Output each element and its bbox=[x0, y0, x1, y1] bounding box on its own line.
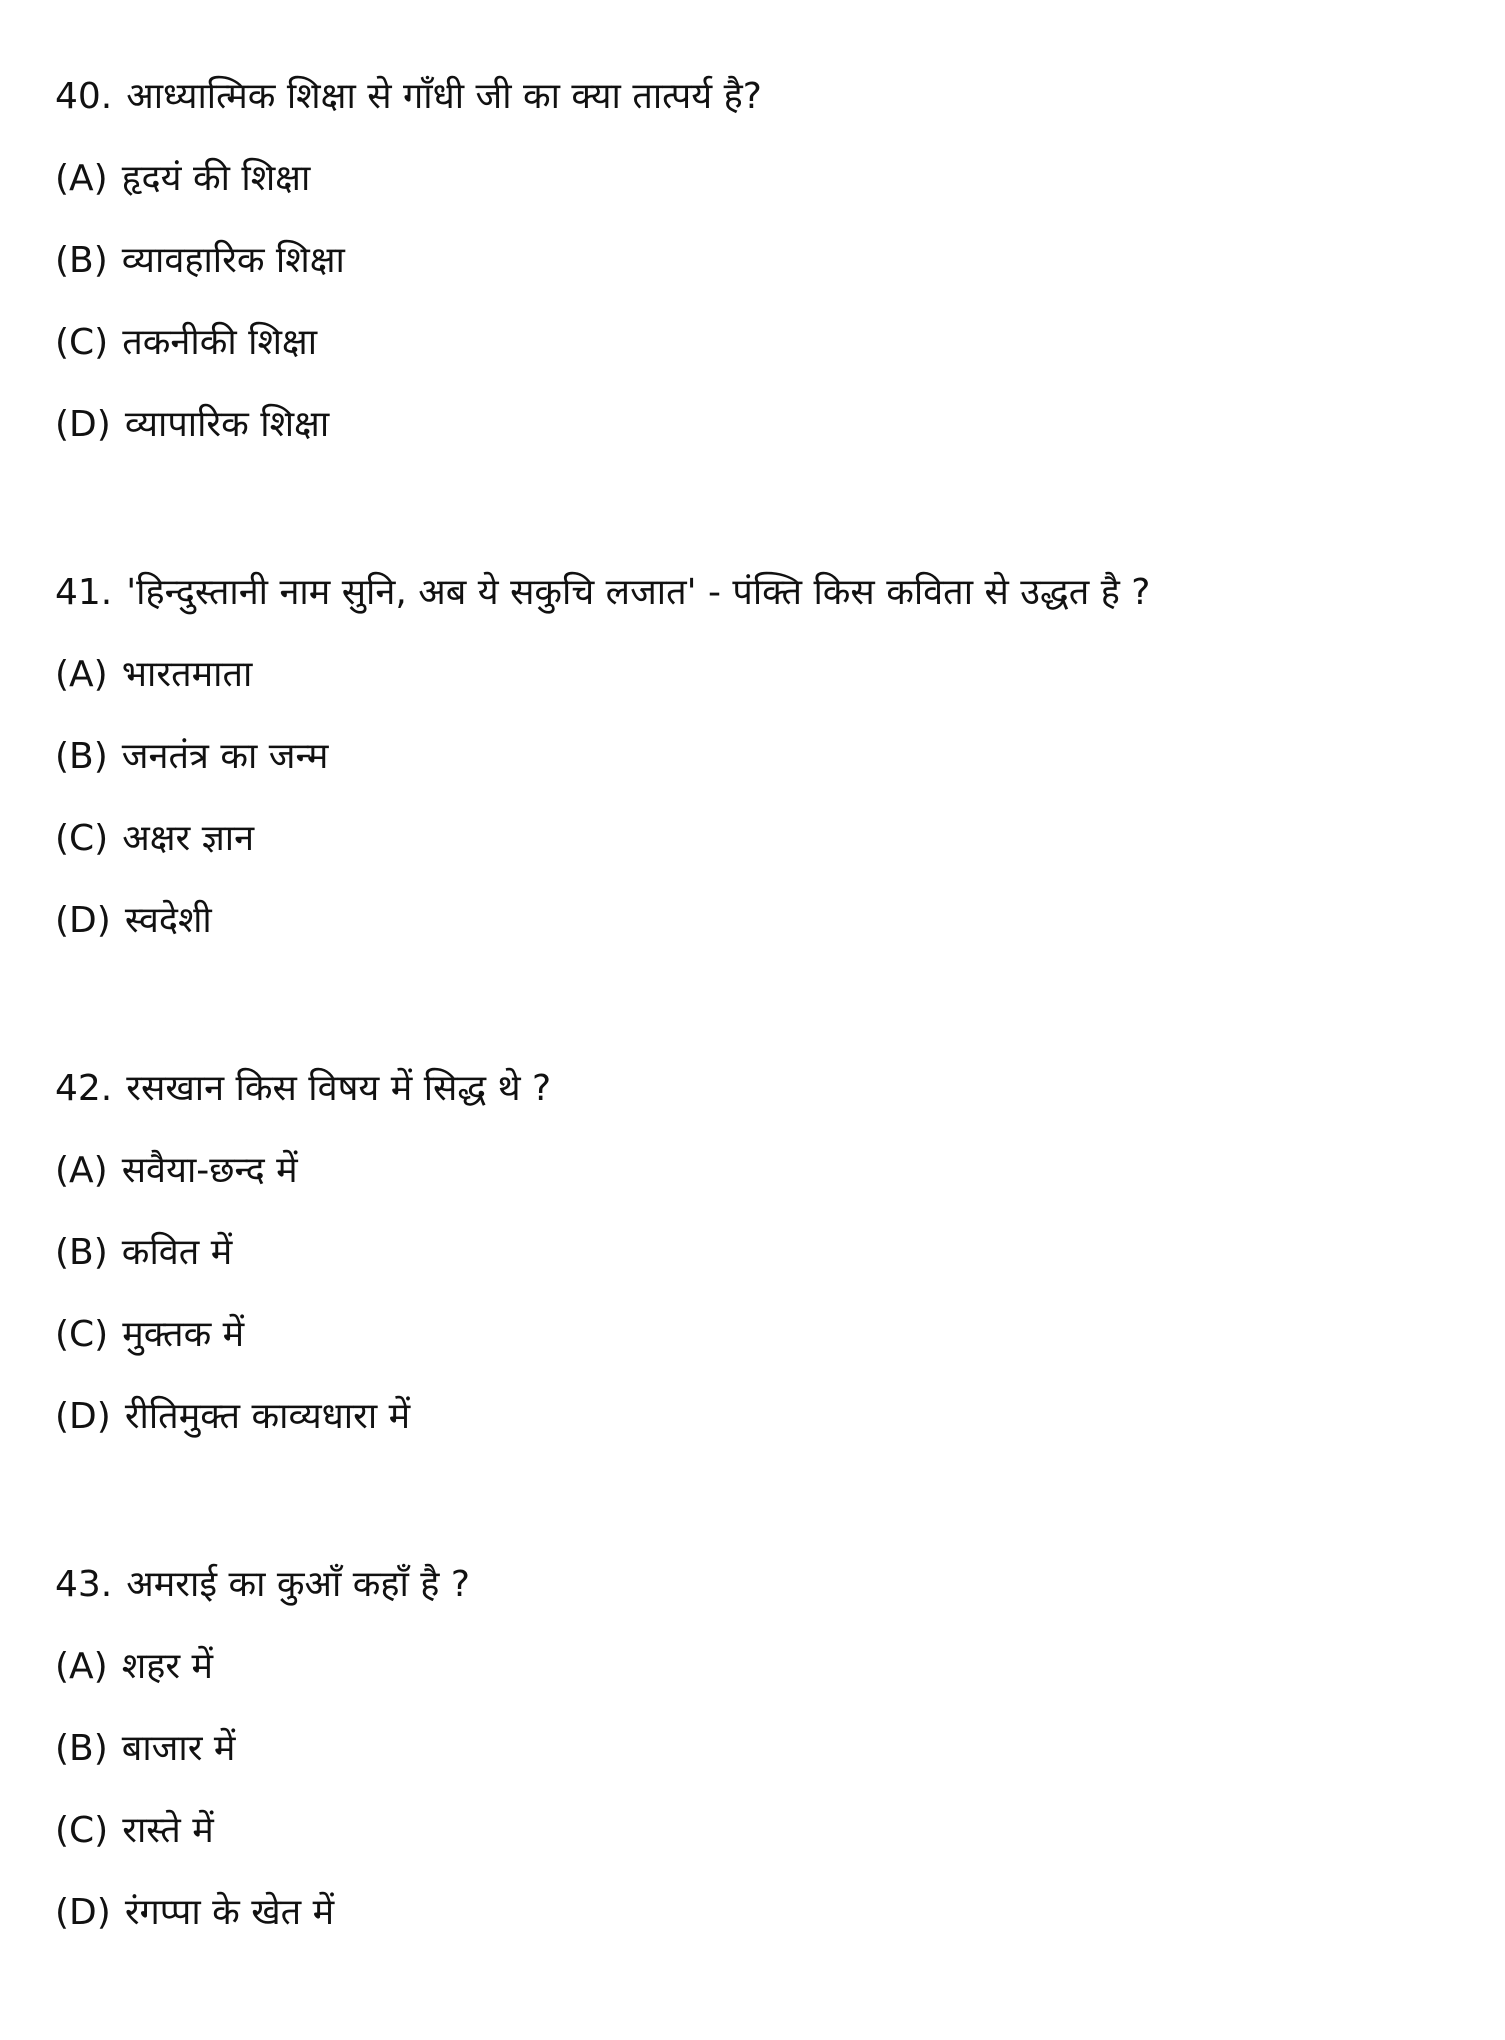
option-text: स्वदेशी bbox=[124, 900, 212, 941]
option-label: (A) bbox=[55, 654, 108, 695]
option-label: (C) bbox=[55, 818, 109, 859]
question-text: आध्यात्मिक शिक्षा से गाँधी जी का क्या तात्पर्य है? bbox=[126, 76, 762, 117]
option-label: (B) bbox=[55, 240, 108, 281]
question-42 bbox=[55, 1048, 1485, 1458]
question-text-line bbox=[55, 56, 1485, 138]
option-d bbox=[55, 384, 1485, 466]
question-text: रसखान किस विषय में सिद्ध थे ? bbox=[126, 1068, 552, 1109]
option-label: (A) bbox=[55, 1646, 108, 1687]
option-label: (A) bbox=[55, 1150, 108, 1191]
option-label: (B) bbox=[55, 736, 108, 777]
option-label: (D) bbox=[55, 1396, 111, 1437]
option-text: मुक्तक में bbox=[122, 1314, 245, 1355]
option-text: सवैया-छन्द में bbox=[121, 1150, 298, 1191]
question-text-line bbox=[55, 1048, 1485, 1130]
option-label: (A) bbox=[55, 158, 108, 199]
option-text: कवित में bbox=[121, 1232, 233, 1273]
question-40 bbox=[55, 56, 1485, 466]
option-text: व्यावहारिक शिक्षा bbox=[121, 240, 345, 281]
option-c bbox=[55, 302, 1485, 384]
option-a bbox=[55, 634, 1485, 716]
question-43 bbox=[55, 1544, 1485, 1954]
option-b bbox=[55, 716, 1485, 798]
option-b bbox=[55, 1212, 1485, 1294]
question-page bbox=[55, 56, 1485, 2040]
question-text-line bbox=[55, 1544, 1485, 1626]
question-number: 43. bbox=[55, 1564, 113, 1605]
option-text: रास्ते में bbox=[122, 1810, 214, 1851]
option-text: तकनीकी शिक्षा bbox=[122, 322, 318, 363]
option-d bbox=[55, 1872, 1485, 1954]
option-label: (C) bbox=[55, 322, 109, 363]
option-text: जनतंत्र का जन्म bbox=[121, 736, 329, 777]
option-c bbox=[55, 1790, 1485, 1872]
option-a bbox=[55, 1130, 1485, 1212]
question-text: अमराई का कुआँ कहाँ है ? bbox=[126, 1564, 470, 1605]
option-text: व्यापारिक शिक्षा bbox=[124, 404, 330, 445]
option-label: (D) bbox=[55, 1892, 111, 1933]
option-text: रंगप्पा के खेत में bbox=[124, 1892, 335, 1933]
option-c bbox=[55, 1294, 1485, 1376]
question-number: 41. bbox=[55, 572, 113, 613]
question-41 bbox=[55, 552, 1485, 962]
question-number: 40. bbox=[55, 76, 113, 117]
option-c bbox=[55, 798, 1485, 880]
question-text: 'हिन्दुस्तानी नाम सुनि, अब ये सकुचि लजात' - पंक्ति किस कविता से उद्धत है ? bbox=[126, 572, 1151, 613]
option-b bbox=[55, 220, 1485, 302]
option-label: (B) bbox=[55, 1232, 108, 1273]
option-text: रीतिमुक्त काव्यधारा में bbox=[124, 1396, 411, 1437]
option-d bbox=[55, 1376, 1485, 1458]
option-a bbox=[55, 1626, 1485, 1708]
option-label: (D) bbox=[55, 404, 111, 445]
question-number: 42. bbox=[55, 1068, 113, 1109]
option-b bbox=[55, 1708, 1485, 1790]
option-a bbox=[55, 138, 1485, 220]
question-text-line bbox=[55, 552, 1485, 634]
option-d bbox=[55, 880, 1485, 962]
option-text: अक्षर ज्ञान bbox=[122, 818, 255, 859]
option-label: (D) bbox=[55, 900, 111, 941]
option-text: भारतमाता bbox=[121, 654, 253, 695]
option-label: (B) bbox=[55, 1728, 108, 1769]
option-text: हृदयं की शिक्षा bbox=[121, 158, 311, 199]
option-label: (C) bbox=[55, 1314, 109, 1355]
option-text: शहर में bbox=[121, 1646, 214, 1687]
option-label: (C) bbox=[55, 1810, 109, 1851]
option-text: बाजार में bbox=[121, 1728, 236, 1769]
